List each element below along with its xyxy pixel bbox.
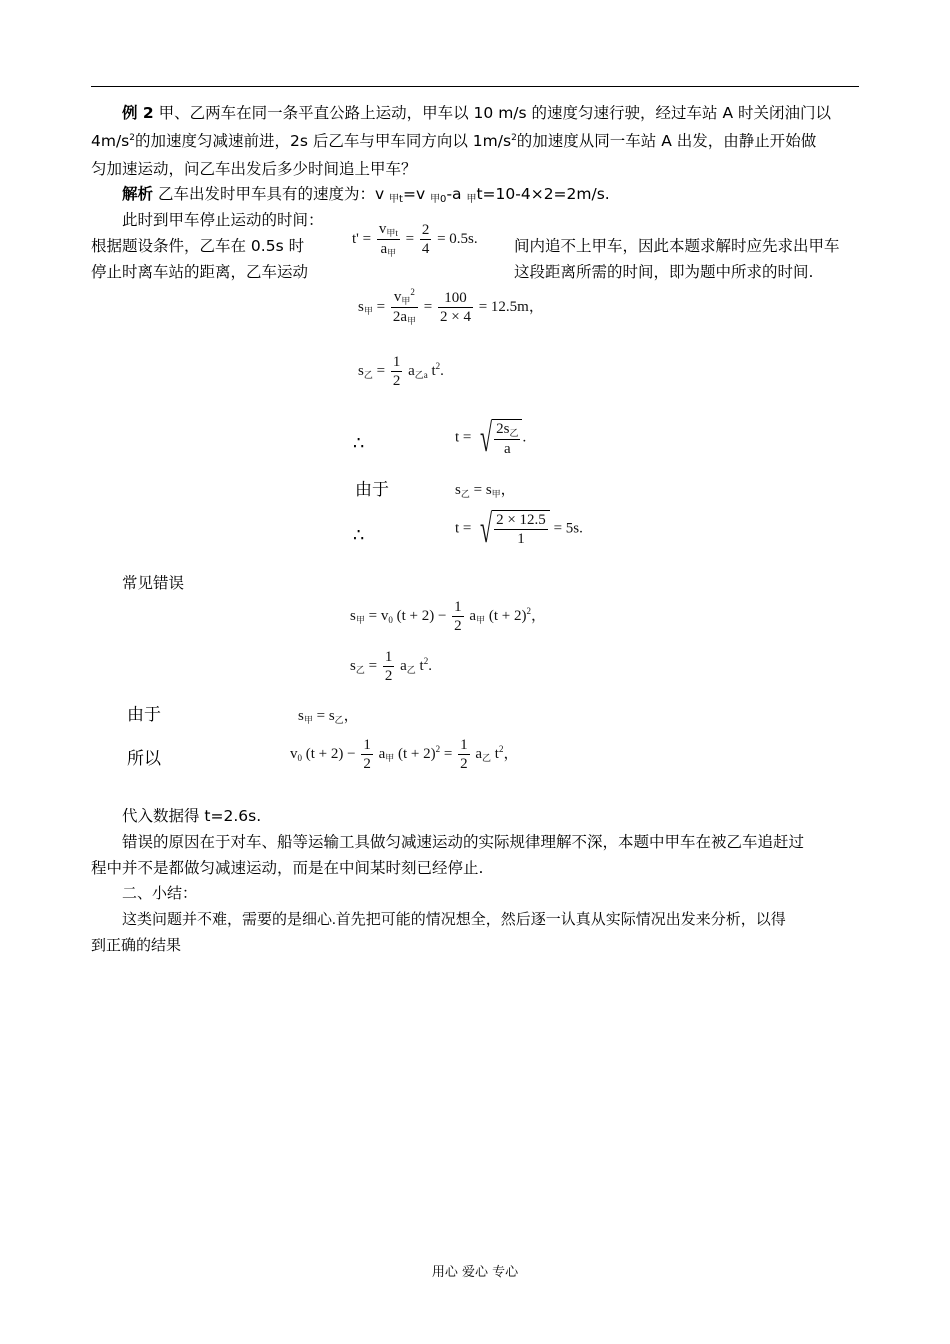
example-line-1: 例 2 甲、乙两车在同一条平直公路上运动，甲车以 10 m/s 的速度匀速行驶，经过车站 A 时关闭油门以 [122, 104, 831, 122]
example-line-3: 匀加速运动，问乙车出发后多少时间追上甲车？ [91, 160, 417, 178]
since-word-1: 由于 [355, 480, 389, 500]
equation-s-jia: $s_甲$ = $\frac{v_甲^2}{2a_甲}$ = $\frac{100}{2 \times 4}$ = 12.5m， [358, 287, 544, 326]
equation-since-1: $s_乙 = s_甲$， [455, 482, 516, 499]
so-word: 所以 [127, 749, 161, 769]
example-label: 例 2 [122, 104, 154, 122]
equation-s-yi: $s_乙$ = $\frac{1}{2}$ $a_{乙a}$ $t^2$. [358, 354, 444, 389]
summary-heading: 二、小结： [122, 886, 198, 902]
equation-t-sqrt: t = √ $\frac{2s_乙}{a}$ . [455, 415, 527, 460]
left-text-2: 停止时离车站的距离，乙车运动 [91, 263, 309, 281]
equation-t-result: t = √ $\frac{2 \times 12.5}{1}$ = 5s. [455, 506, 583, 551]
mistake-equation-2: $s_乙$ = $\frac{1}{2}$ $a_乙$ $t^2$. [350, 649, 432, 684]
equation-tprime: t' = $\frac{v_{甲t}}{a_甲}$ = $\frac{2}{4}$ = 0.5s. [352, 221, 478, 258]
left-text-1: 根据题设条件，乙车在 0.5s 时 [91, 237, 305, 255]
therefore-symbol-2: ∴ [353, 525, 365, 546]
header-rule [91, 86, 859, 87]
stop-time-line: 此时到甲车停止运动的时间： [122, 211, 324, 229]
mistake-reason-1: 错误的原因在于对车、船等运输工具做匀减速运动的实际规律理解不深，本题中甲车在被乙车追赶过 [122, 833, 805, 851]
mistake-since-equation: $s_甲 = s_乙$， [298, 708, 359, 725]
therefore-symbol-1: ∴ [353, 433, 365, 454]
mistake-so-equation: $v_0$ (t + 2) − $\frac{1}{2}$ $a_甲$ $(t + 2)^2$ = $\frac{1}{2}$ $a_乙$ $t^2$， [290, 737, 519, 772]
mistake-reason-2: 程中并不是都做匀减速运动，而是在中间某时刻已经停止. [91, 859, 484, 877]
right-text-2: 这段距离所需的时间，即为题中所求的时间. [514, 263, 814, 281]
page-footer: 用心 爱心 专心 [431, 1265, 519, 1280]
mistake-equation-1: $s_甲 = v_0$ (t + 2) − $\frac{1}{2}$ $a_甲$ $(t + 2)^2$， [350, 599, 546, 634]
mistake-heading: 常见错误 [122, 574, 185, 592]
example-line-2: $4m/s^2$的加速度匀减速前进，2s 后乙车与甲车同方向以 $1m/s^2$的加速度从同一车站 A 出发，由静止开始做 [91, 132, 817, 150]
summary-line-2: 到正确的结果 [91, 938, 182, 954]
summary-line-1: 这类问题并不难，需要的是细心.首先把可能的情况想全，然后逐一认真从实际情况出发来分析，以得 [122, 912, 786, 928]
solution-line: 解析 乙车出发时甲车具有的速度为：v 甲t=v 甲0-a 甲t=10-4×2=2m/s. [122, 185, 610, 205]
mistake-result: 代入数据得 t=2.6s. [122, 807, 262, 825]
right-text-1: 间内追不上甲车，因此本题求解时应先求出甲车 [514, 237, 840, 255]
since-word-2: 由于 [127, 705, 161, 725]
solution-label: 解析 [122, 185, 154, 203]
